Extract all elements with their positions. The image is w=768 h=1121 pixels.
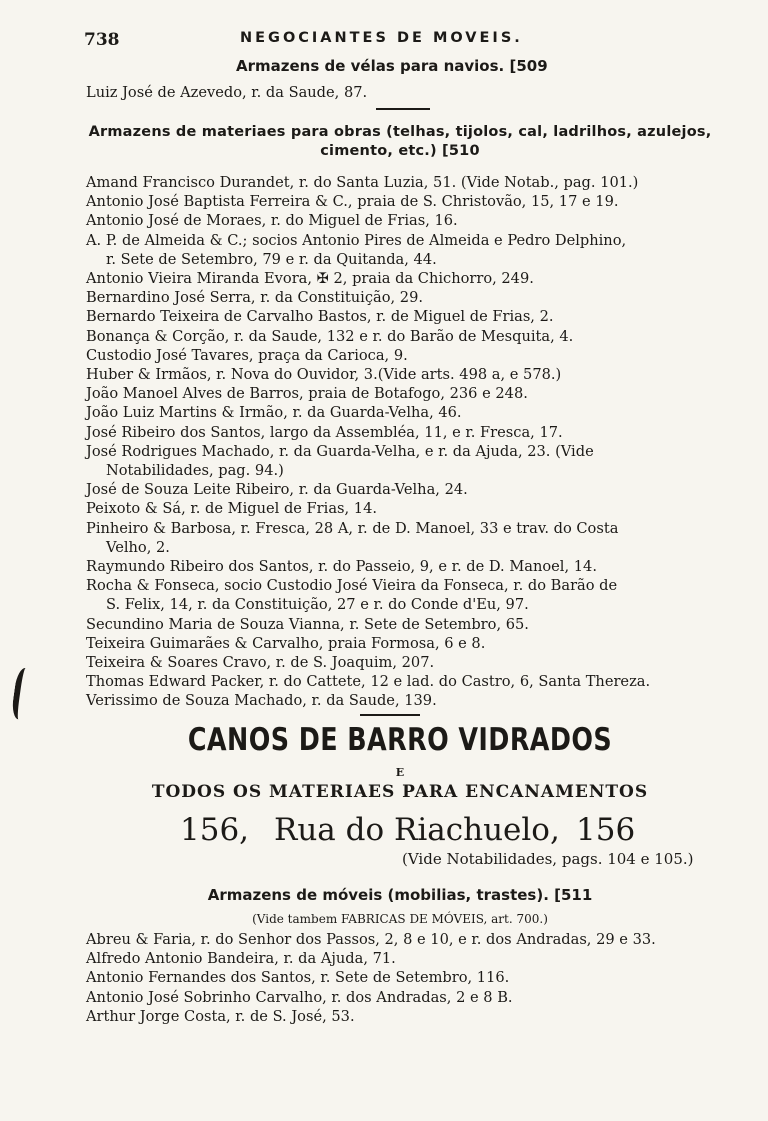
list-item: Bonança & Corção, r. da Saude, 132 e r. do Barão de Mesquita, 4. (86, 327, 574, 345)
list-item: Secundino Maria de Souza Vianna, r. Sete de Setembro, 65. (86, 615, 529, 633)
list-item: Alfredo Antonio Bandeira, r. da Ajuda, 71. (86, 950, 396, 968)
list-item: José Ribeiro dos Santos, largo da Assembléa, 11, e r. Fresca, 17. (86, 423, 563, 441)
list-item: Pinheiro & Barbosa, r. Fresca, 28 A, r. de D. Manoel, 33 e trav. do Costa (86, 519, 619, 537)
divider (360, 714, 420, 716)
list-item: José de Souza Leite Ribeiro, r. da Guarda-Velha, 24. (86, 481, 468, 499)
list-item: Antonio José Sobrinho Carvalho, r. dos Andradas, 2 e 8 B. (86, 988, 513, 1006)
list-item: Abreu & Faria, r. do Senhor dos Passos, 2, 8 e 10, e r. dos Andradas, 29 e 33. (86, 931, 656, 948)
list-item: S. Felix, 14, r. da Constituição, 27 e r. do Conde d'Eu, 97. (106, 596, 529, 614)
advert-connector: E (395, 766, 405, 779)
margin-ink-mark (10, 667, 37, 721)
advert-headline: CANOS DE BARRO VIDRADOS (187, 722, 613, 758)
divider (376, 108, 430, 110)
advert-number-left: 156, (180, 812, 250, 848)
list-item: Amand Francisco Durandet, r. do Santa Luzia, 51. (Vide Notab., pag. 101.) (86, 174, 639, 191)
advert-street: Rua do Riachuelo, (274, 812, 560, 848)
list-item: Antonio Vieira Miranda Evora, ✠ 2, praia da Chichorro, 249. (86, 270, 534, 287)
advert-subline: TODOS OS MATERIAES PARA ENCANAMENTOS (151, 782, 649, 802)
list-item: Velho, 2. (106, 538, 170, 556)
section-title-materiaes: Armazens de materiaes para obras (telhas, tijolos, cal, ladrilhos, azulejos, (88, 124, 712, 140)
list-item: Notabilidades, pag. 94.) (106, 462, 284, 479)
list-item: Teixeira Guimarães & Carvalho, praia Formosa, 6 e 8. (86, 634, 486, 652)
section-note-moveis: (Vide tambem FABRICAS DE MÓVEIS, art. 700.) (252, 912, 548, 926)
section-title-moveis: Armazens de móveis (mobilias, trastes). [511 (207, 886, 593, 904)
list-item: Verissimo de Souza Machado, r. da Saude, 139. (86, 692, 437, 710)
list-item: Rocha & Fonseca, socio Custodio José Vieira da Fonseca, r. do Barão de (86, 577, 618, 595)
running-title: NEGOCIANTES DE MOVEIS. (240, 30, 523, 46)
list-item: Huber & Irmãos, r. Nova do Ouvidor, 3.(Vide arts. 498 a, e 578.) (86, 366, 562, 383)
list-item: Luiz José de Azevedo, r. da Saude, 87. (86, 84, 368, 101)
list-item: r. Sete de Setembro, 79 e r. da Quitanda, 44. (106, 250, 437, 268)
list-item: José Rodrigues Machado, r. da Guarda-Velha, e r. da Ajuda, 23. (Vide (86, 442, 594, 460)
list-item: Bernardo Teixeira de Carvalho Bastos, r. de Miguel de Frias, 2. (86, 308, 554, 326)
list-item: Raymundo Ribeiro dos Santos, r. do Passeio, 9, e r. de D. Manoel, 14. (86, 558, 597, 575)
list-item: Antonio José de Moraes, r. do Miguel de Frias, 16. (86, 212, 458, 230)
list-item: João Luiz Martins & Irmão, r. da Guarda-Velha, 46. (86, 404, 462, 422)
list-item: João Manoel Alves de Barros, praia de Botafogo, 236 e 248. (86, 385, 528, 403)
advert-note: (Vide Notabilidades, pags. 104 e 105.) (402, 850, 694, 868)
page-number: 738 (84, 30, 120, 50)
list-item: Teixeira & Soares Cravo, r. de S. Joaquim, 207. (86, 654, 435, 671)
list-item: Arthur Jorge Costa, r. de S. José, 53. (86, 1007, 355, 1025)
section-title-velas: Armazens de vélas para navios. [509 (236, 57, 548, 75)
list-item: Peixoto & Sá, r. de Miguel de Frias, 14. (86, 500, 378, 518)
list-item: Antonio José Baptista Ferreira & C., praia de S. Christovão, 15, 17 e 19. (86, 193, 619, 211)
list-item: Thomas Edward Packer, r. do Cattete, 12 e lad. do Castro, 6, Santa Thereza. (86, 673, 651, 691)
section-title-materiaes-cont: cimento, etc.) [510 (320, 143, 480, 159)
list-item: Antonio Fernandes dos Santos, r. Sete de Setembro, 116. (86, 969, 510, 987)
list-item: A. P. de Almeida & C.; socios Antonio Pires de Almeida e Pedro Delphino, (86, 231, 627, 249)
list-item: Custodio José Tavares, praça da Carioca, 9. (86, 346, 408, 364)
list-item: Bernardino José Serra, r. da Constituição, 29. (86, 289, 423, 307)
advert-number-right: 156 (576, 812, 636, 848)
